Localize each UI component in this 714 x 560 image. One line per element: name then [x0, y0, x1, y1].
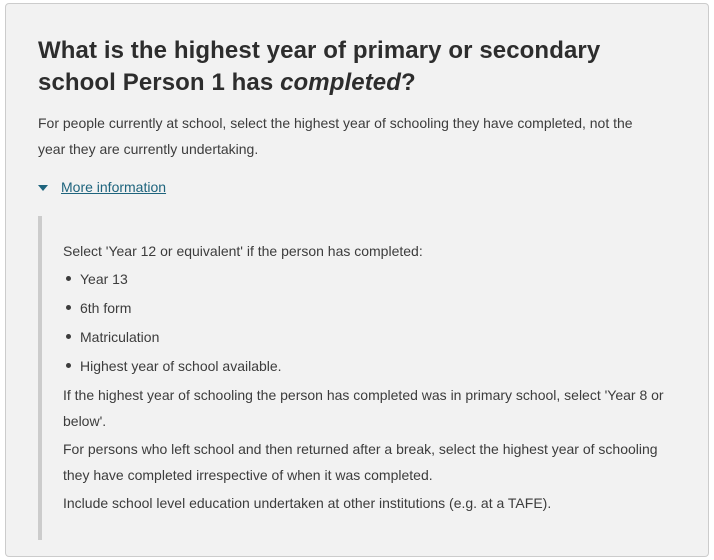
question-title-suffix: ?: [401, 69, 416, 96]
more-information-panel: [38, 216, 680, 540]
question-title-emphasis: completed: [280, 69, 402, 96]
question-instruction: For people currently at school, select the highest year of schooling they have completed, not the year they are currently undertaking.: [38, 115, 633, 157]
list-item: Year 13: [63, 266, 680, 292]
info-paragraph: Include school level education undertaken at other institutions (e.g. at a TAFE).: [63, 495, 552, 511]
info-bullet-list: [63, 266, 680, 379]
info-intro: Select 'Year 12 or equivalent' if the person has completed:: [63, 243, 423, 259]
more-information-toggle[interactable]: [38, 178, 166, 197]
more-information-link[interactable]: More information: [61, 179, 167, 195]
question-title-text: What is the highest year of primary or secondary school Person 1 has: [38, 37, 601, 96]
info-paragraph: For persons who left school and then returned after a break, select the highest year of schooling they have completed irrespective of when it was completed.: [63, 441, 658, 483]
info-paragraph: If the highest year of schooling the person has completed was in primary school, select 'Year 8 or below'.: [63, 387, 664, 429]
list-item: Matriculation: [63, 324, 680, 350]
list-item: 6th form: [63, 295, 680, 321]
question-title: [38, 35, 680, 99]
list-item: Highest year of school available.: [63, 353, 680, 379]
question-panel: [5, 3, 709, 557]
triangle-down-icon: [38, 185, 48, 191]
